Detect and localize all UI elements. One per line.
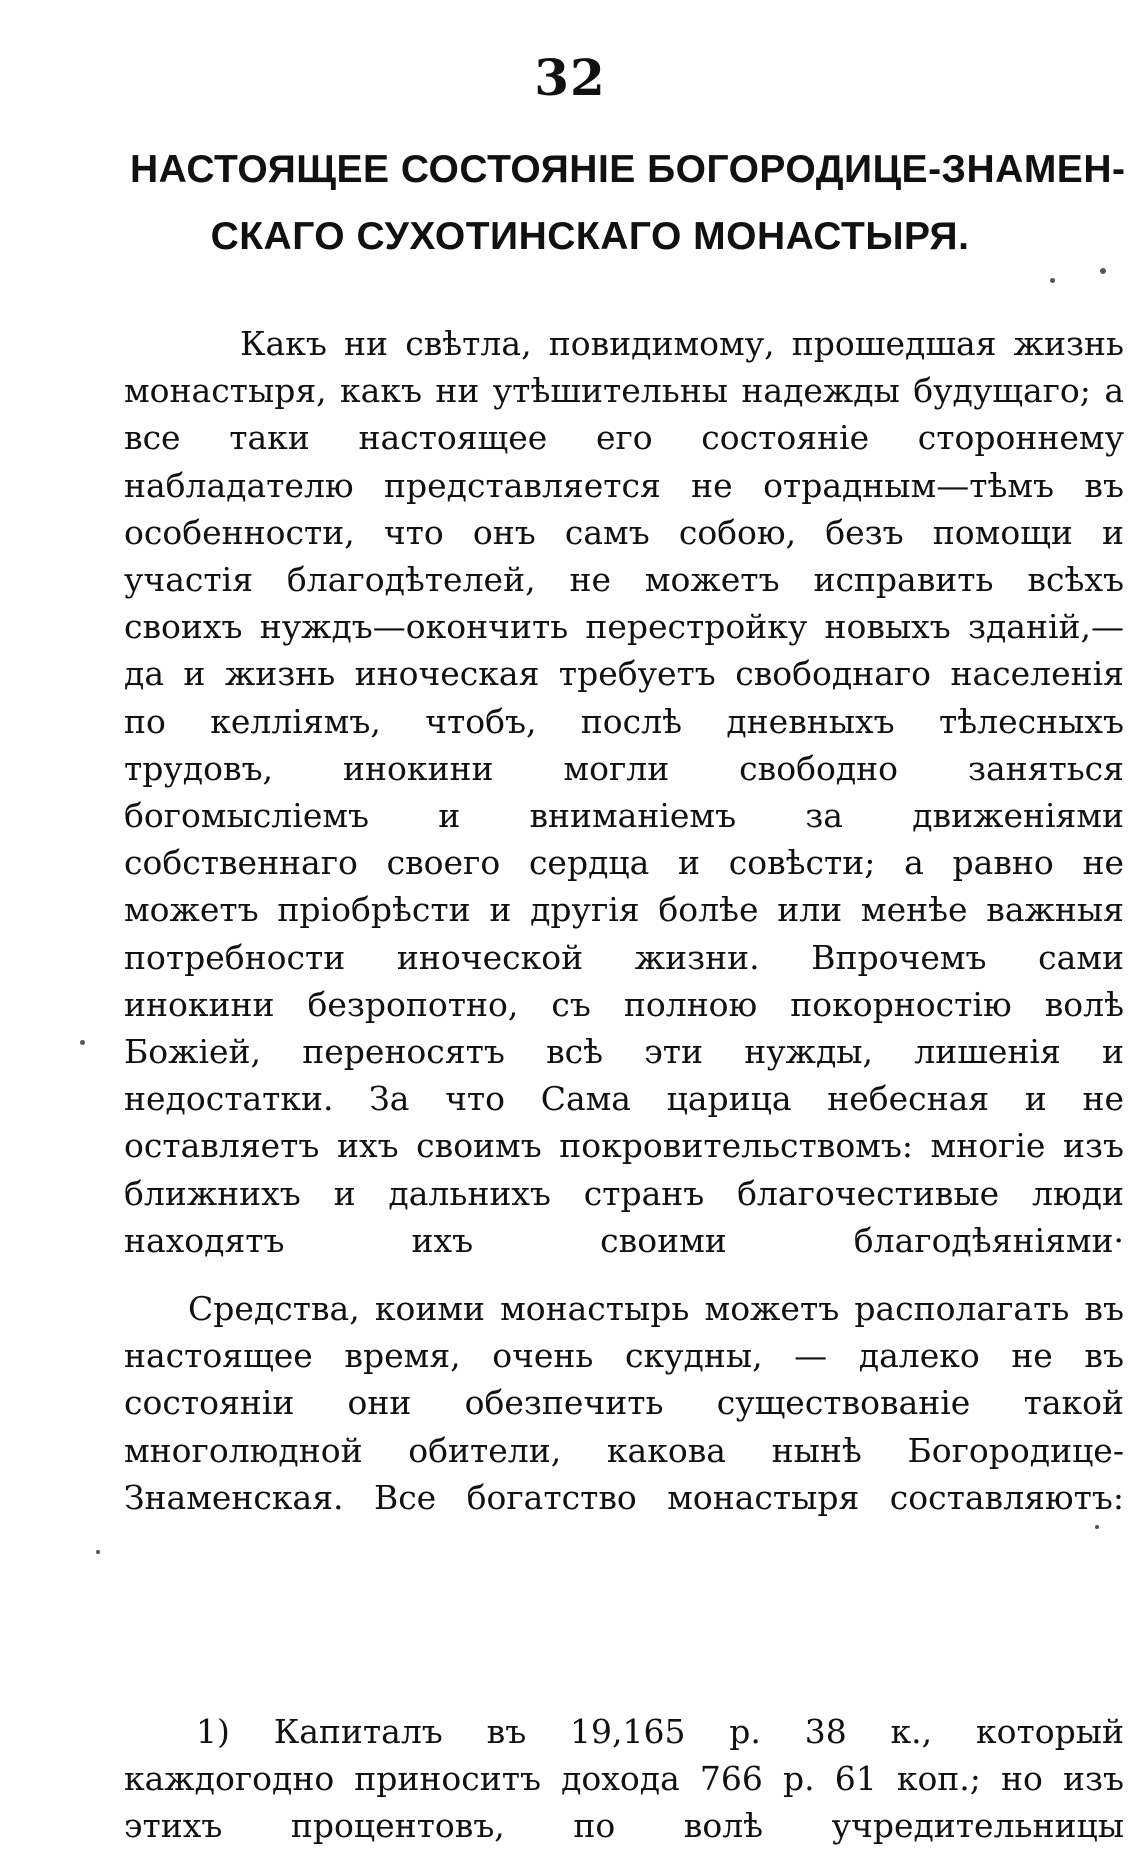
section-title-line-2: СКАГО СУХОТИНСКАГО МОНАСТЫРЯ. bbox=[210, 215, 970, 258]
paragraph-1-text: Какъ ни свѣтла, повидимому, прошедшая жизнь монастыря, какъ ни утѣшительны надежды будущаго; а все таки настоящее его состояніе стороннему набладателю представляется не отрадным—тѣмъ въ особенности, что онъ самъ собою, безъ помощи и участія благодѣтелей, не можетъ исправить всѣхъ своихъ нуждъ—окончить перестройку новыхъ зданій,—да и жизнь иноческая требуетъ свободнаго населенія по келліямъ, чтобъ, послѣ дневныхъ тѣлесныхъ трудовъ, инокини могли свободно заняться богомысліемъ и вниманіемъ за движеніями собственнаго своего сердца и совѣсти; а равно не можетъ пріобрѣсти и другія болѣе или менѣе важныя потребности иноческой жизни. Впрочемъ сами инокини безропотно, съ полною покорностію волѣ Божіей, переносятъ всѣ эти нужды, лишенія и недостатки. За что Сама царица небесная и не оставляетъ ихъ своимъ покровительствомъ: многіе изъ ближнихъ и дальнихъ странъ благочестивые люди находятъ ихъ своими благодѣяніями· bbox=[124, 324, 1124, 1260]
paragraph-3-text: 1) Капиталъ въ 19,165 р. 38 к., который каждогодно приноситъ дохода 766 р. 61 коп.; но изъ этихъ процентовъ, по волѣ учредительницы bbox=[124, 1712, 1124, 1846]
scan-speck bbox=[1095, 1525, 1099, 1529]
scan-speck bbox=[1050, 278, 1055, 283]
scan-speck bbox=[80, 1040, 85, 1045]
paragraph-2-text: Средства, коими монастырь можетъ располагать въ настоящее время, очень скудны, — далеко не въ состояніи они обезпечить существованіе такой многолюдной обители, какова нынѣ Богородице-Знаменская. Все богатство монастыря составляютъ: bbox=[124, 1289, 1124, 1517]
paragraph-2 bbox=[124, 1285, 1124, 1521]
page-number: 32 bbox=[534, 48, 606, 107]
paragraph-1 bbox=[124, 320, 1124, 1264]
paragraph-3 bbox=[124, 1708, 1124, 1850]
scan-speck bbox=[96, 1550, 100, 1554]
section-title-line-1: НАСТОЯЩЕЕ СОСТОЯНІЕ БОГОРОДИЦЕ-ЗНАМЕН- bbox=[130, 148, 1126, 191]
scan-speck bbox=[1100, 268, 1106, 274]
